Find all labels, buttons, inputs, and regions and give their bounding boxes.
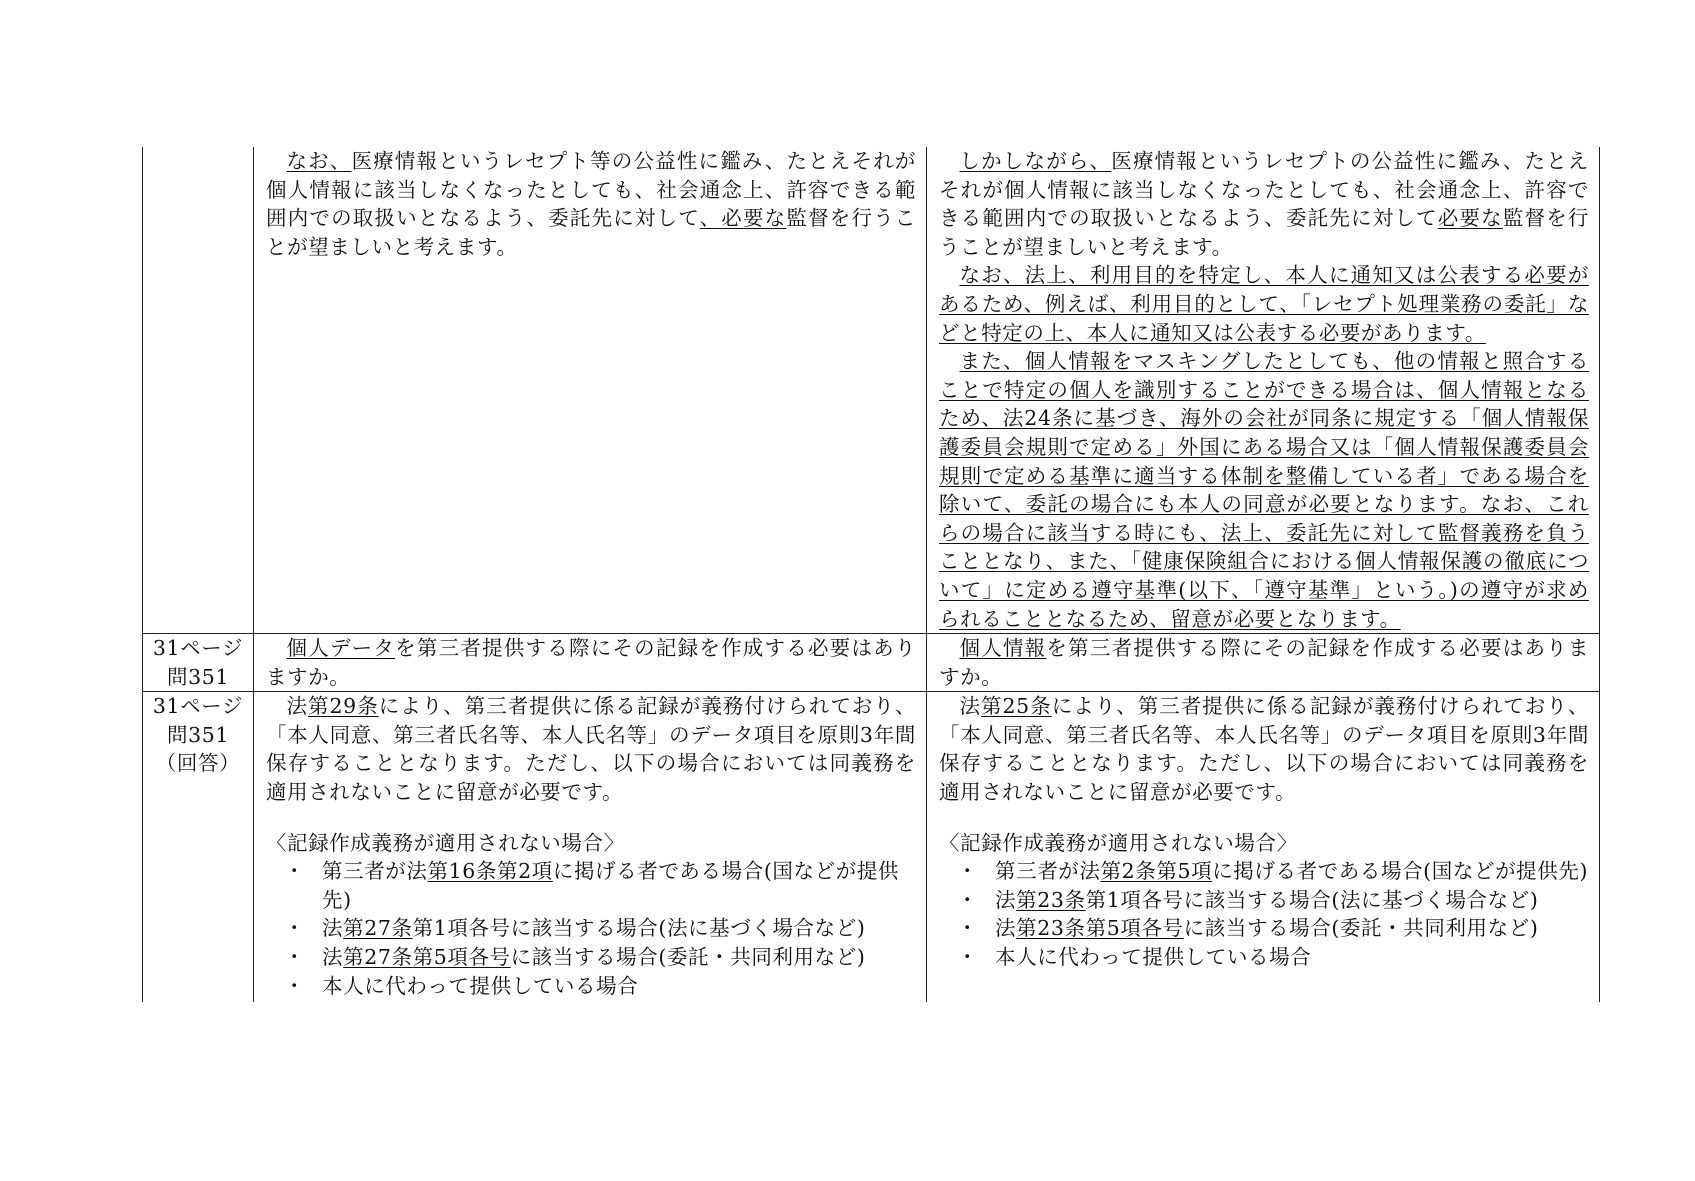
text: 監督を行うことが望ましいと考えます。: [266, 206, 917, 259]
text: 監督を行うことが望ましいと考えます。: [939, 206, 1589, 259]
section-heading: 〈記録作成義務が適用されない場合〉: [266, 830, 625, 855]
list-item: ・ 法第23条第5項各号に該当する場合(委託・共同利用など): [939, 914, 1589, 943]
question-number: 問351: [166, 722, 230, 747]
list-item: ・ 法第27条第5項各号に該当する場合(委託・共同利用など): [266, 943, 916, 972]
underlined-text: 個人情報: [959, 636, 1047, 661]
answer-label: （回答）: [155, 751, 241, 776]
table-row: [143, 634, 1600, 692]
underlined-text: 個人データ: [286, 636, 396, 661]
page-ref-cell: [143, 692, 254, 1003]
before-text-cell: [254, 634, 927, 692]
text: を第三者提供する際にその記録を作成する必要はありますか。: [939, 636, 1590, 689]
bullet-list: [939, 857, 1589, 971]
after-text-cell: [927, 634, 1600, 692]
text: を第三者提供する際にその記録を作成する必要はありますか。: [266, 636, 917, 689]
text: 法: [959, 694, 982, 719]
paragraph: [266, 147, 916, 261]
page-ref-cell: [143, 634, 254, 692]
before-text-cell: [254, 147, 927, 634]
paragraph: [939, 261, 1589, 347]
text: 医療情報というレセプトの公益性に鑑み、たとえそれが個人情報に該当しなくなったとしても、社会通念上、許容できる範囲内での取扱いとなるよう、委託先に対して: [939, 149, 1589, 231]
text: により、第三者提供に係る記録が義務付けられており、「本人同意、第三者氏名等、本人氏名等」のデータ項目を原則3年間保存することとなります。ただし、以下の場合においては同義務を適用されないことに留意が必要です。: [266, 694, 916, 805]
text: により、第三者提供に係る記録が義務付けられており、「本人同意、第三者氏名等、本人氏名等」のデータ項目を原則3年間保存することとなります。ただし、以下の場合においては同義務を適用されないことに留意が必要です。: [939, 694, 1589, 805]
list-item: ・ 法第27条第1項各号に該当する場合(法に基づく場合など): [266, 914, 916, 943]
underlined-text: 必要な: [1437, 206, 1503, 231]
page-ref-label: 31ページ: [152, 694, 244, 719]
after-text-cell: [927, 147, 1600, 634]
section-heading: 〈記録作成義務が適用されない場合〉: [939, 830, 1298, 855]
after-text-cell: [927, 692, 1600, 1003]
underlined-text: また、個人情報をマスキングしたとしても、他の情報と照合することで特定の個人を識別することができる場合は、個人情報となるため、法24条に基づき、海外の会社が同条に規定する「個人情報保護委員会規則で定める」外国にある場合又は「個人情報保護委員会規則で定める基準に適当する体制を整備している者」である場合を除いて、委託の場合にも本人の同意が必要となります。なお、これらの場合に該当する時にも、法上、委託先に対して監督義務を負うこととなり、また、「健康保険組合における個人情報保護の徹底について」に定める遵守基準(以下、「遵守基準」という。)の遵守が求められることとなるため、留意が必要となります。: [939, 349, 1589, 631]
underlined-text: なお、法上、利用目的を特定し、本人に通知又は公表する必要があるため、例えば、利用目的として、「レセプト処理業務の委託」などと特定の上、本人に通知又は公表する必要があります。: [939, 263, 1589, 345]
list-item: ・ 本人に代わって提供している場合: [266, 972, 916, 1001]
paragraph: [939, 692, 1589, 806]
paragraph: [939, 147, 1589, 261]
paragraph: [266, 692, 916, 806]
list-item: ・ 本人に代わって提供している場合: [939, 943, 1589, 972]
spacer: [939, 807, 1589, 829]
text: 医療情報というレセプト等の公益性に鑑み、たとえそれが個人情報に該当しなくなったとしても、社会通念上、許容できる範囲内での取扱いとなるよう、委託先に対して: [266, 149, 916, 231]
question-number: 問351: [166, 664, 230, 689]
underlined-text: なお、: [286, 149, 352, 173]
before-text-cell: [254, 692, 927, 1003]
underlined-text: 第25条: [981, 694, 1052, 719]
table-row: [143, 692, 1600, 1003]
list-item: ・ 第三者が法第2条第5項に掲げる者である場合(国などが提供先): [939, 857, 1589, 886]
paragraph: [266, 634, 916, 691]
spacer: [266, 807, 916, 829]
paragraph: [939, 347, 1589, 633]
paragraph: [939, 634, 1589, 691]
underlined-text: しかしながら、: [959, 149, 1112, 173]
bullet-list: [266, 857, 916, 1000]
text: 法: [286, 694, 309, 719]
list-item: ・ 第三者が法第16条第2項に掲げる者である場合(国などが提供先): [266, 857, 916, 914]
underlined-text: 第29条: [308, 694, 379, 719]
page-ref-label: 31ページ: [152, 636, 244, 661]
page-ref-cell: [143, 147, 254, 634]
table-row: [143, 147, 1600, 634]
underlined-text: 、必要な: [699, 206, 787, 231]
list-item: ・ 法第23条第1項各号に該当する場合(法に基づく場合など): [939, 886, 1589, 915]
comparison-table: [142, 147, 1600, 1002]
